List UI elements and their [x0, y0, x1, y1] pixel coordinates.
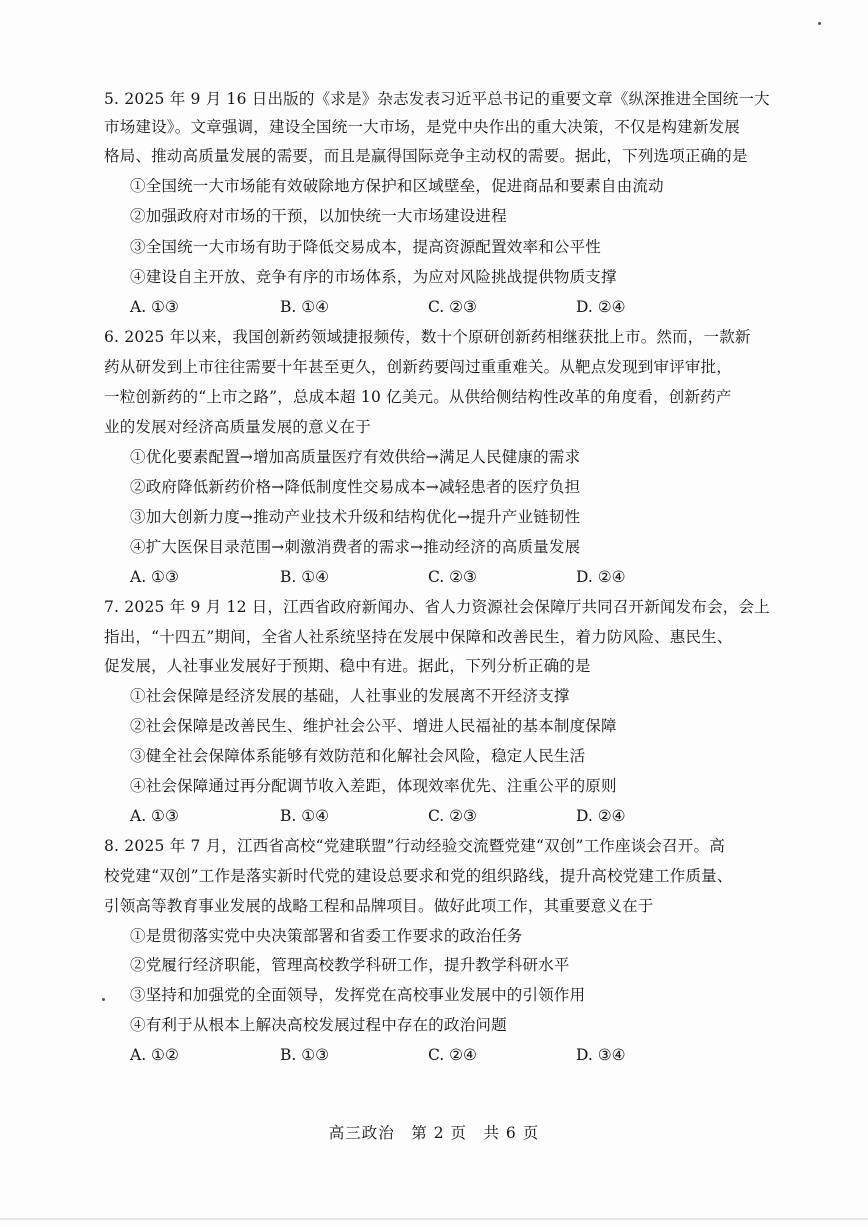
choice-b: B. ①④ — [280, 807, 330, 825]
choice-d: D. ③④ — [576, 1046, 626, 1064]
question-6-stem-line-1: 6. 2025 年以来，我国创新药领域捷报频传，数十个原研创新药相继获批上市。然而，一款新 — [104, 328, 751, 346]
choice-b: B. ①③ — [280, 1046, 330, 1064]
choice-c: C. ②④ — [428, 1046, 477, 1064]
question-7-option-2: ②社会保障是改善民生、维护社会公平、增进人民福祉的基本制度保障 — [130, 717, 617, 735]
question-7-stem-line-2: 指出，“十四五”期间，全省人社系统坚持在发展中保障和改善民生，着力防风险、惠民生、 — [104, 628, 733, 646]
question-5-option-4: ④建设自主开放、竞争有序的市场体系，为应对风险挑战提供物质支撑 — [130, 268, 617, 286]
choice-a: A. ①② — [130, 1046, 179, 1064]
choice-b: B. ①④ — [280, 568, 330, 586]
question-8-option-4: ④有利于从根本上解决高校发展过程中存在的政治问题 — [130, 1016, 507, 1034]
question-7-choices — [130, 805, 690, 827]
question-8-stem-line-2: 校党建“双创”工作是落实新时代党的建设总要求和党的组织路线，提升高校党建工作质量、 — [104, 867, 733, 885]
question-6-stem-line-3: 一粒创新药的“上市之路”，总成本超 10 亿美元。从供给侧结构性改革的角度看，创新药产 — [104, 388, 732, 406]
choice-d: D. ②④ — [576, 568, 626, 586]
scan-speck — [102, 998, 105, 1001]
question-8-choices — [130, 1044, 690, 1066]
choice-b: B. ①④ — [280, 298, 330, 316]
question-8-stem-line-1: 8. 2025 年 7 月，江西省高校“党建联盟”行动经验交流暨党建“双创”工作座谈会召开。高 — [104, 837, 725, 855]
page-footer: 高三政治 第 2 页 共 6 页 — [328, 1124, 540, 1142]
question-8-option-3: ③坚持和加强党的全面领导，发挥党在高校事业发展中的引领作用 — [130, 986, 586, 1004]
choice-a: A. ①③ — [130, 568, 179, 586]
question-6-option-2: ②政府降低新药价格→降低制度性交易成本→减轻患者的医疗负担 — [130, 478, 581, 496]
question-7-option-3: ③健全社会保障体系能够有效防范和化解社会风险，稳定人民生活 — [130, 747, 586, 765]
choice-c: C. ②③ — [428, 807, 477, 825]
question-8-option-2: ②党履行经济职能，管理高校教学科研工作，提升教学科研水平 — [130, 956, 570, 974]
choice-c: C. ②③ — [428, 298, 477, 316]
scan-speck — [818, 22, 821, 25]
choice-a: A. ①③ — [130, 807, 179, 825]
question-6-stem-line-2: 药从研发到上市往往需要十年甚至更久，创新药要闯过重重难关。从靶点发现到审评审批， — [104, 358, 733, 376]
question-7-option-4: ④社会保障通过再分配调节收入差距，体现效率优先、注重公平的原则 — [130, 777, 617, 795]
question-6-option-4: ④扩大医保目录范围→刺激消费者的需求→推动经济的高质量发展 — [130, 538, 581, 556]
choice-c: C. ②③ — [428, 568, 477, 586]
question-6-option-3: ③加大创新力度→推动产业技术升级和结构优化→提升产业链韧性 — [130, 508, 581, 526]
question-6-option-1: ①优化要素配置→增加高质量医疗有效供给→满足人民健康的需求 — [130, 448, 581, 466]
question-5-option-2: ②加强政府对市场的干预，以加快统一大市场建设进程 — [130, 207, 507, 225]
question-6-stem-line-4: 业的发展对经济高质量发展的意义在于 — [104, 418, 371, 436]
choice-d: D. ②④ — [576, 807, 626, 825]
question-5-option-3: ③全国统一大市场有助于降低交易成本，提高资源配置效率和公平性 — [130, 238, 602, 256]
scan-edge — [0, 1218, 868, 1220]
choice-d: D. ②④ — [576, 298, 626, 316]
question-7-stem-line-3: 促发展，人社事业发展好于预期、稳中有进。据此，下列分析正确的是 — [104, 657, 591, 675]
question-8-option-1: ①是贯彻落实党中央决策部署和省委工作要求的政治任务 — [130, 927, 523, 945]
question-5-option-1: ①全国统一大市场能有效破除地方保护和区域壁垒，促进商品和要素自由流动 — [130, 177, 664, 195]
question-7-stem-line-1: 7. 2025 年 9 月 12 日，江西省政府新闻办、省人力资源社会保障厅共同召开新闻发布会，会上 — [104, 598, 770, 616]
choice-a: A. ①③ — [130, 298, 179, 316]
question-7-option-1: ①社会保障是经济发展的基础，人社事业的发展离不开经济支撑 — [130, 687, 570, 705]
question-5-stem-line-1: 5. 2025 年 9 月 16 日出版的《求是》杂志发表习近平总书记的重要文章《纵深推进全国统一大 — [104, 90, 770, 108]
question-5-stem-line-3: 格局、推动高质量发展的需要，而且是赢得国际竞争主动权的需要。据此，下列选项正确的是 — [104, 147, 748, 165]
question-5-stem-line-2: 市场建设》。文章强调，建设全国统一大市场，是党中央作出的重大决策，不仅是构建新发展 — [104, 118, 740, 136]
question-8-stem-line-3: 引领高等教育事业发展的战略工程和品牌项目。做好此项工作，其重要意义在于 — [104, 897, 654, 915]
question-5-choices — [130, 296, 690, 318]
question-6-choices — [130, 566, 690, 588]
